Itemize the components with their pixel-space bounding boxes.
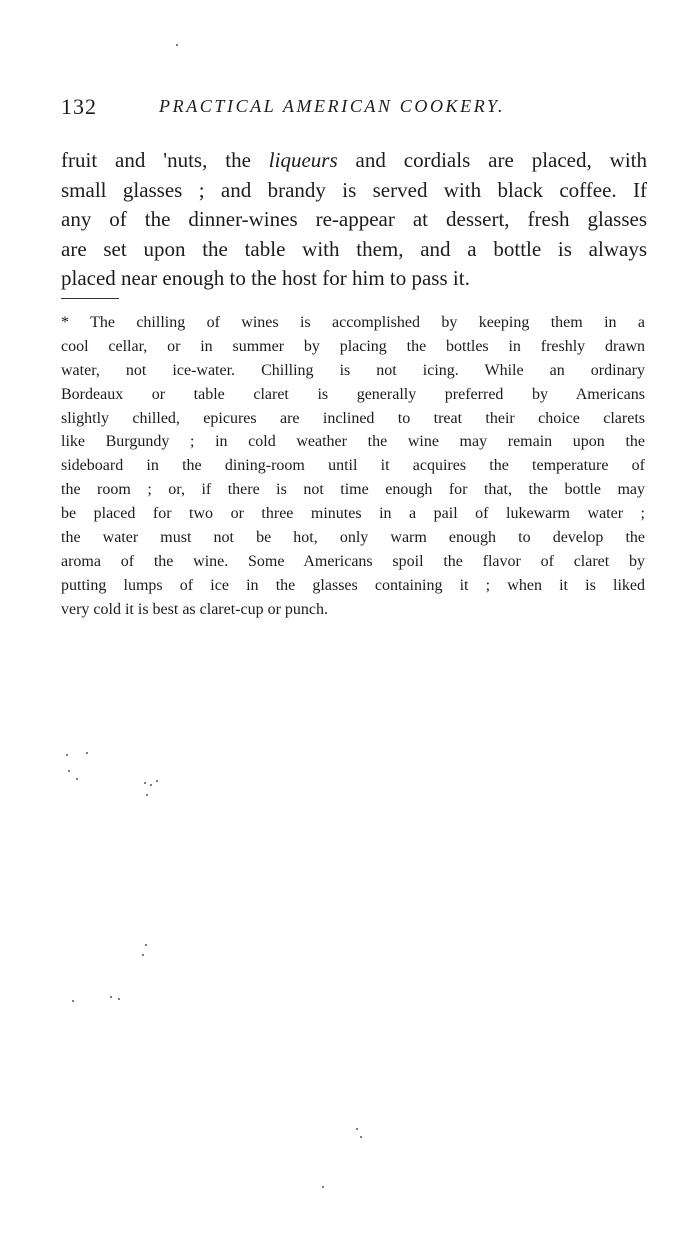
scan-speck [142, 954, 144, 956]
footnote-line: Bordeaux or table claret is generally preferred by Americans [61, 385, 645, 403]
footnote-line: putting lumps of ice in the glasses containing it ; when it is liked [61, 576, 645, 594]
page-number: 132 [61, 94, 97, 119]
footnote-line: like Burgundy ; in cold weather the wine may remain upon the [61, 433, 645, 451]
body-line: any of the dinner-wines re-appear at dessert, fresh glasses [61, 207, 647, 231]
footnote-line: slightly chilled, epicures are inclined to treat their choice clarets [61, 409, 645, 427]
running-head [61, 94, 647, 124]
footnote-line: sideboard in the dining-room until it acquires the temperature of [61, 457, 645, 475]
footnote-line: the room ; or, if there is not time enough for that, the bottle may [61, 481, 645, 499]
footnote-rule [61, 298, 119, 299]
italic-term: liqueurs [268, 148, 338, 172]
scan-speck [66, 754, 68, 756]
running-title: PRACTICAL AMERICAN COOKERY. [159, 96, 506, 116]
scan-speck [176, 44, 178, 46]
scan-speck [72, 1000, 74, 1002]
scan-speck [322, 1186, 324, 1188]
scan-speck [360, 1136, 362, 1138]
body-line: placed near enough to the host for him to pass it. [61, 266, 470, 290]
footnote-line: very cold it is best as claret-cup or punch. [61, 600, 329, 618]
footnote-line: be placed for two or three minutes in a pail of lukewarm water ; [61, 505, 645, 523]
body-line: are set upon the table with them, and a bottle is always [61, 236, 647, 261]
scan-speck [150, 784, 152, 786]
scan-speck [68, 770, 70, 772]
footnote-line: water, not ice-water. Chilling is not icing. While an ordinary [61, 361, 645, 379]
scan-speck [118, 998, 120, 1000]
footnote [61, 311, 645, 622]
scan-speck [110, 996, 112, 998]
footnote-line: aroma of the wine. Some Americans spoil the flavor of claret by [61, 552, 645, 570]
scan-speck [356, 1128, 358, 1130]
scan-speck [146, 794, 148, 796]
footnote-line: the water must not be hot, only warm enough to develop the [61, 529, 645, 547]
scan-speck [86, 752, 88, 754]
scan-speck [76, 778, 78, 780]
footnote-line: * The chilling of wines is accomplished by keeping them in a [61, 314, 645, 331]
scan-speck [156, 780, 158, 782]
body-line: fruit and 'nuts, the liqueurs and cordials are placed, with [61, 148, 647, 172]
scan-speck [145, 944, 147, 946]
body-paragraph [61, 146, 647, 294]
scan-speck [144, 782, 146, 784]
body-line: small glasses ; and brandy is served with black coffee. If [61, 177, 647, 202]
footnote-line: cool cellar, or in summer by placing the bottles in freshly drawn [61, 337, 645, 355]
